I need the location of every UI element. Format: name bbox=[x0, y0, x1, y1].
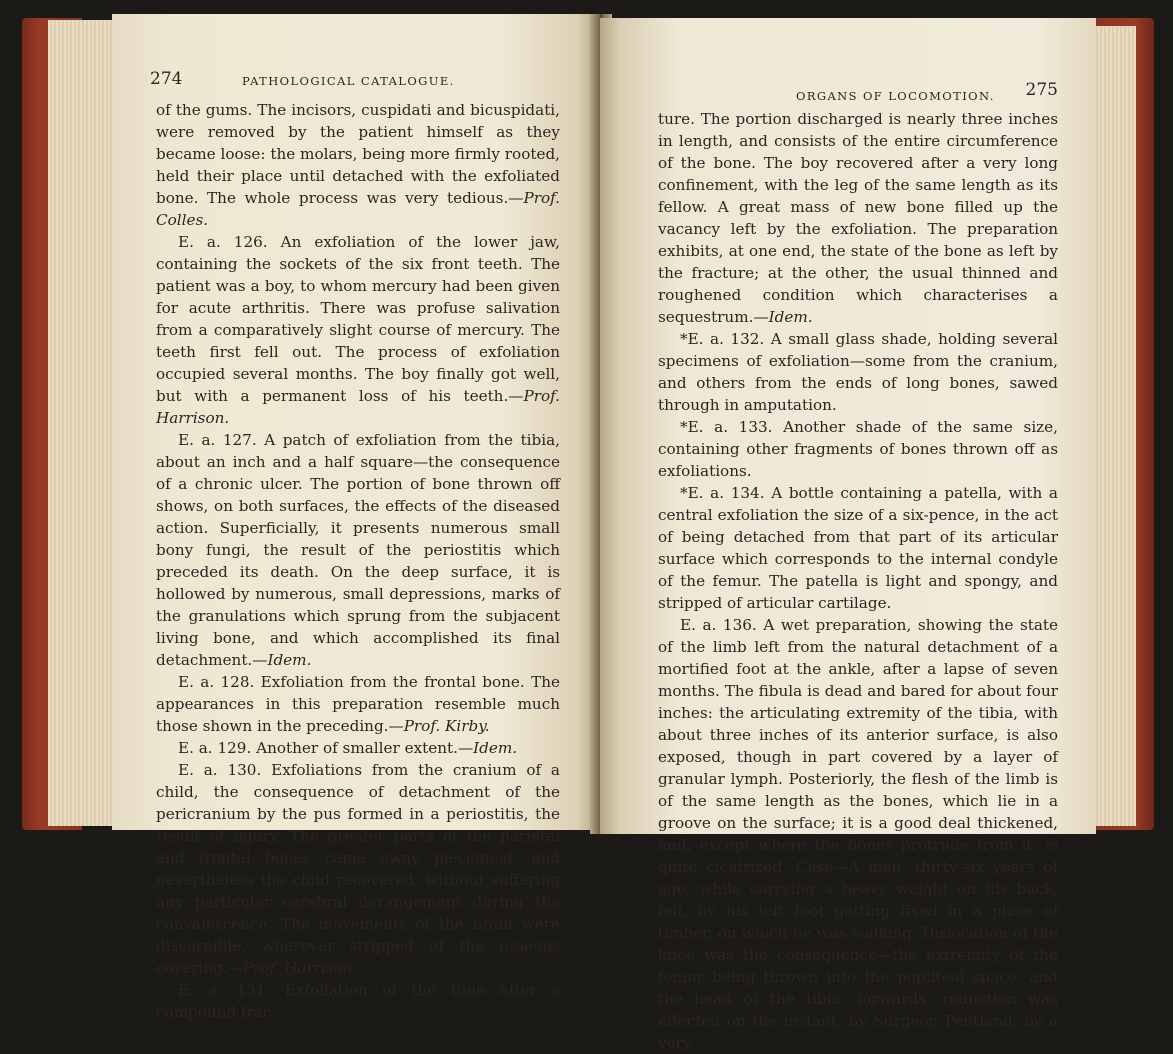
paragraph: *E. a. 133. Another shade of the same size, containing other fragments of bones thrown off as exfoliations. bbox=[658, 418, 1058, 480]
paragraph: *E. a. 132. A small glass shade, holding several specimens of exfoliation—some from the cranium, and others from the ends of long bones, sawed through in amputation. bbox=[658, 330, 1058, 414]
paragraph: *E. a. 134. A bottle containing a patella, with a central exfoliation the size of a six-pence, in the act of being detached from that part of its articular surface which corresponds to the internal condyle of the femur. The patella is light and spongy, and stripped of articular cartilage. bbox=[658, 484, 1058, 612]
paragraph: of the gums. The incisors, cuspidati and bicuspidati, were removed by the patient himself as they became loose: the molars, being more firmly rooted, held their place until detached with the exfoliated bone. The whole process was very tedious.—Prof. Colles. bbox=[156, 101, 560, 229]
right-page-number: 275 bbox=[1025, 80, 1058, 100]
right-page-text bbox=[658, 108, 1058, 1054]
paragraph: E. a. 128. Exfoliation from the frontal bone. The appearances in this preparation resemble much those shown in the preceding.—Prof. Kirby. bbox=[156, 673, 560, 735]
page-edges-left bbox=[48, 20, 118, 826]
paragraph: E. a. 131. Exfoliation of the tibia after a compound frac- bbox=[156, 981, 560, 1021]
left-page-text bbox=[156, 99, 560, 1023]
paragraph: E. a. 136. A wet preparation, showing the state of the limb left from the natural detachment of a mortified foot at the ankle, after a lapse of seven months. The fibula is dead and bared for about four inches: the articulating extremity of the tibia, with about three inches of its anterior surface, is also exposed, though in part covered by a layer of granular lymph. Posteriorly, the flesh of the limb is of the same length as the bones, which lie in a groove on the surface; it is a good deal thickened, and, except where the bones protrude from it, is quite cicatrized. Case—A man, thirty-six years of age, while carrying a heavy weight on his back, fell, by his left foot getting fixed in a piece of timber, on which he was walking. Dislocation of the knee was the consequence—the extremity of the femur being thrown into the popliteal space, and the head of the tibia, forwards: reduction was effected on the instant, by Surgeon Pentland, by a very bbox=[658, 616, 1058, 1052]
paragraph: E. a. 130. Exfoliations from the cranium of a child, the consequence of detachment of the pericranium by the pus formed in a periostitis, the result of injury. The greater parts of the parietal and frontal bones came away piecemeal, and nevertheless the child recovered, without suffering any particular cerebral derangement during the convalescence. The movements of the brain were discernible, wherever stripped of the osseous covering.—Prof. Harrison. bbox=[156, 761, 560, 977]
paragraph: E. a. 126. An exfoliation of the lower jaw, containing the sockets of the six front teeth. The patient was a boy, to whom mercury had been given for acute arthritis. There was profuse salivation from a comparatively slight course of mercury. The teeth first fell out. The process of exfoliation occupied several months. The boy finally got well, but with a permanent loss of his teeth.—Prof. Harrison. bbox=[156, 233, 560, 427]
right-running-title: ORGANS OF LOCOMOTION. bbox=[796, 89, 995, 103]
left-running-head bbox=[150, 69, 560, 99]
left-page bbox=[112, 14, 596, 1021]
paragraph: E. a. 127. A patch of exfoliation from the tibia, about an inch and a half square—the consequence of a chronic ulcer. The portion of bone thrown off shows, on both surfaces, the effects of the diseased action. Superficially, it presents numerous small bony fungi, the result of the periostitis which preceded its death. On the deep surface, it is hollowed by numerous, small depressions, marks of the granulations which sprung from the subjacent living bone, and which accomplished its final detachment.—Idem. bbox=[156, 431, 560, 669]
paragraph: E. a. 129. Another of smaller extent.—Idem. bbox=[178, 739, 518, 757]
right-running-head bbox=[658, 78, 1058, 108]
left-page-number: 274 bbox=[150, 69, 183, 89]
right-page bbox=[600, 18, 1096, 1052]
left-running-title: PATHOLOGICAL CATALOGUE. bbox=[242, 74, 455, 88]
page-edges-right bbox=[1090, 26, 1136, 826]
paragraph: ture. The portion discharged is nearly three inches in length, and consists of the entire circumference of the bone. The boy recovered after a very long confinement, with the leg of the same length as its fellow. A great mass of new bone filled up the vacancy left by the exfoliation. The preparation exhibits, at one end, the state of the bone as left by the fracture; at the other, the usual thinned and roughened condition which characterises a sequestrum.—Idem. bbox=[658, 110, 1058, 326]
